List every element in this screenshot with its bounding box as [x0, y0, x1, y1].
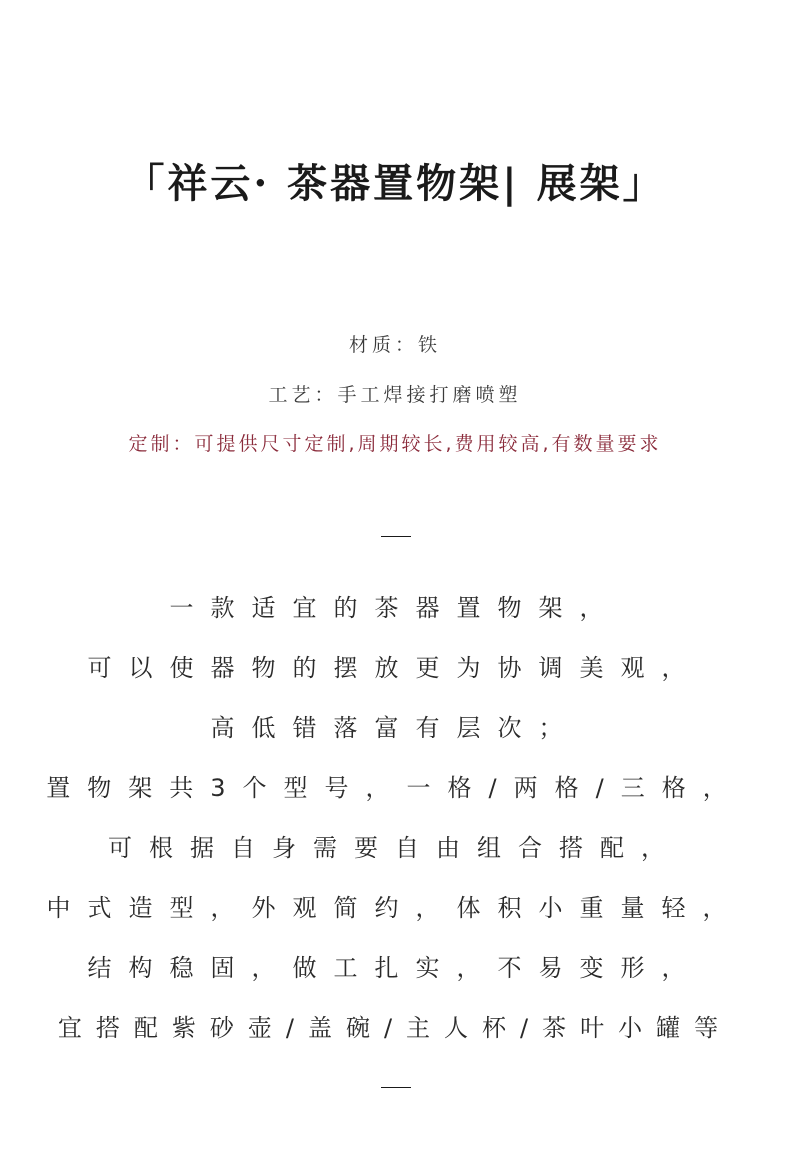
description-line: 置物架共3个型号，一格/两格/三格， — [46, 774, 744, 802]
description-line: 中式造型，外观简约，体积小重量轻， — [46, 894, 744, 922]
description-line: 宜搭配紫砂壶/盖碗/主人杯/茶叶小罐等 — [57, 1014, 733, 1042]
page-title: 「祥云· 茶器置物架| 展架」 — [124, 160, 666, 207]
description-line: 结构稳固，做工扎实，不易变形， — [87, 954, 703, 982]
spec-craft: 工艺：手工焊接打磨喷塑 — [268, 384, 522, 406]
divider-bottom — [381, 1087, 411, 1088]
description-line: 高低错落富有层次； — [210, 714, 580, 742]
spec-material: 材质：铁 — [348, 334, 441, 356]
spec-customization: 定制：可提供尺寸定制,周期较长,费用较高,有数量要求 — [128, 433, 662, 455]
divider-top — [381, 536, 411, 537]
description-line: 可以使器物的摆放更为协调美观， — [87, 654, 703, 682]
description-line: 可根据自身需要自由组合搭配， — [108, 834, 682, 862]
description-line: 一款适宜的茶器置物架， — [169, 594, 621, 622]
